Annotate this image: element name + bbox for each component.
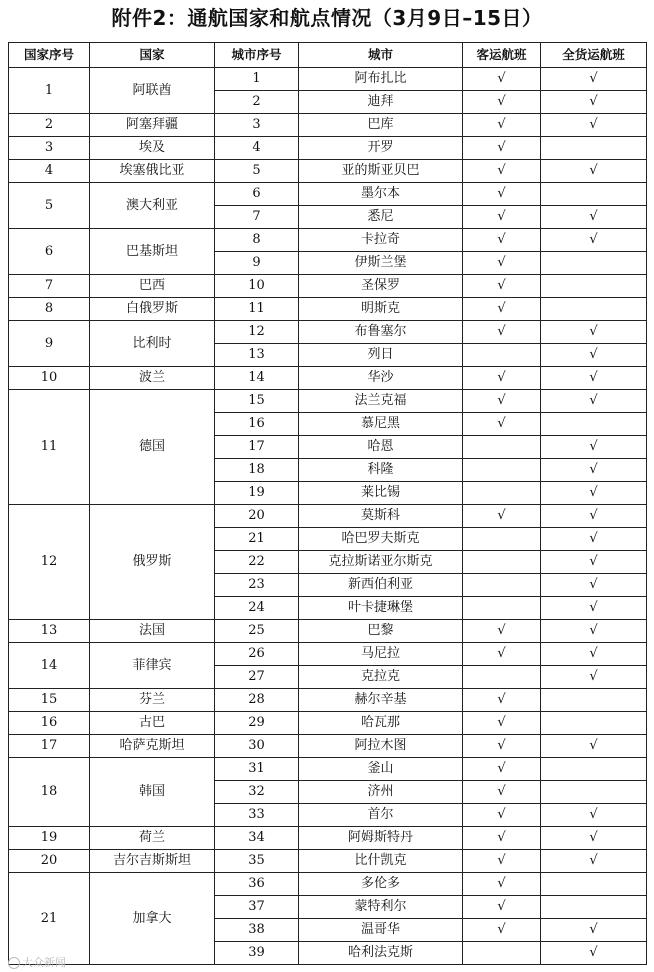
country-number-cell: 3 (9, 137, 90, 160)
header-passenger: 客运航班 (463, 43, 541, 68)
country-number-cell: 2 (9, 114, 90, 137)
city-number-cell: 38 (215, 919, 299, 942)
city-number-cell: 25 (215, 620, 299, 643)
country-name-cell: 阿塞拜疆 (90, 114, 215, 137)
city-number-cell: 28 (215, 689, 299, 712)
table-row (9, 275, 647, 298)
country-number-cell: 19 (9, 827, 90, 850)
country-name-cell: 哈萨克斯坦 (90, 735, 215, 758)
city-name-cell: 温哥华 (299, 919, 463, 942)
city-number-cell: 10 (215, 275, 299, 298)
passenger-flight-cell (463, 528, 541, 551)
route-table (8, 42, 647, 965)
city-name-cell: 法兰克福 (299, 390, 463, 413)
header-country: 国家 (90, 43, 215, 68)
watermark (8, 954, 66, 970)
passenger-flight-cell: √ (463, 206, 541, 229)
city-name-cell: 克拉斯诺亚尔斯克 (299, 551, 463, 574)
cargo-flight-cell: √ (541, 827, 647, 850)
city-number-cell: 15 (215, 390, 299, 413)
country-name-cell: 吉尔吉斯斯坦 (90, 850, 215, 873)
city-number-cell: 31 (215, 758, 299, 781)
passenger-flight-cell: √ (463, 758, 541, 781)
cargo-flight-cell: √ (541, 666, 647, 689)
country-number-cell: 12 (9, 505, 90, 620)
country-name-cell: 韩国 (90, 758, 215, 827)
city-number-cell: 3 (215, 114, 299, 137)
header-city-no: 城市序号 (215, 43, 299, 68)
table-row (9, 183, 647, 206)
passenger-flight-cell: √ (463, 183, 541, 206)
table-row (9, 850, 647, 873)
city-name-cell: 马尼拉 (299, 643, 463, 666)
city-number-cell: 35 (215, 850, 299, 873)
passenger-flight-cell: √ (463, 137, 541, 160)
cargo-flight-cell (541, 758, 647, 781)
country-number-cell: 1 (9, 68, 90, 114)
city-name-cell: 釜山 (299, 758, 463, 781)
table-row (9, 689, 647, 712)
table-row (9, 758, 647, 781)
cargo-flight-cell (541, 252, 647, 275)
passenger-flight-cell: √ (463, 919, 541, 942)
city-name-cell: 亚的斯亚贝巴 (299, 160, 463, 183)
city-number-cell: 22 (215, 551, 299, 574)
country-number-cell: 15 (9, 689, 90, 712)
country-name-cell: 波兰 (90, 367, 215, 390)
passenger-flight-cell: √ (463, 896, 541, 919)
passenger-flight-cell (463, 597, 541, 620)
table-body (9, 68, 647, 965)
city-name-cell: 赫尔辛基 (299, 689, 463, 712)
city-name-cell: 叶卡捷琳堡 (299, 597, 463, 620)
passenger-flight-cell: √ (463, 68, 541, 91)
city-name-cell: 阿姆斯特丹 (299, 827, 463, 850)
city-number-cell: 36 (215, 873, 299, 896)
city-number-cell: 5 (215, 160, 299, 183)
cargo-flight-cell: √ (541, 482, 647, 505)
city-number-cell: 8 (215, 229, 299, 252)
cargo-flight-cell (541, 689, 647, 712)
country-name-cell: 白俄罗斯 (90, 298, 215, 321)
passenger-flight-cell: √ (463, 160, 541, 183)
city-number-cell: 4 (215, 137, 299, 160)
country-name-cell: 古巴 (90, 712, 215, 735)
city-number-cell: 1 (215, 68, 299, 91)
cargo-flight-cell: √ (541, 206, 647, 229)
table-row (9, 321, 647, 344)
passenger-flight-cell: √ (463, 689, 541, 712)
cargo-flight-cell: √ (541, 551, 647, 574)
city-name-cell: 比什凯克 (299, 850, 463, 873)
city-name-cell: 明斯克 (299, 298, 463, 321)
city-name-cell: 巴黎 (299, 620, 463, 643)
city-number-cell: 11 (215, 298, 299, 321)
city-name-cell: 伊斯兰堡 (299, 252, 463, 275)
passenger-flight-cell (463, 551, 541, 574)
city-number-cell: 7 (215, 206, 299, 229)
city-name-cell: 哈利法克斯 (299, 942, 463, 965)
cargo-flight-cell: √ (541, 505, 647, 528)
country-number-cell: 20 (9, 850, 90, 873)
cargo-flight-cell (541, 873, 647, 896)
table-row (9, 873, 647, 896)
city-name-cell: 哈巴罗夫斯克 (299, 528, 463, 551)
header-city: 城市 (299, 43, 463, 68)
country-name-cell: 俄罗斯 (90, 505, 215, 620)
cargo-flight-cell: √ (541, 597, 647, 620)
city-number-cell: 16 (215, 413, 299, 436)
cargo-flight-cell: √ (541, 68, 647, 91)
passenger-flight-cell: √ (463, 873, 541, 896)
country-number-cell: 10 (9, 367, 90, 390)
passenger-flight-cell: √ (463, 229, 541, 252)
city-number-cell: 37 (215, 896, 299, 919)
country-name-cell: 埃及 (90, 137, 215, 160)
cargo-flight-cell: √ (541, 436, 647, 459)
country-name-cell: 阿联酋 (90, 68, 215, 114)
table-row (9, 827, 647, 850)
passenger-flight-cell: √ (463, 367, 541, 390)
cargo-flight-cell: √ (541, 367, 647, 390)
city-name-cell: 新西伯利亚 (299, 574, 463, 597)
cargo-flight-cell: √ (541, 459, 647, 482)
passenger-flight-cell: √ (463, 804, 541, 827)
city-name-cell: 首尔 (299, 804, 463, 827)
city-name-cell: 科隆 (299, 459, 463, 482)
cargo-flight-cell (541, 137, 647, 160)
passenger-flight-cell: √ (463, 114, 541, 137)
city-name-cell: 阿拉木图 (299, 735, 463, 758)
city-name-cell: 济州 (299, 781, 463, 804)
country-number-cell: 4 (9, 160, 90, 183)
city-number-cell: 20 (215, 505, 299, 528)
country-name-cell: 巴基斯坦 (90, 229, 215, 275)
city-name-cell: 悉尼 (299, 206, 463, 229)
passenger-flight-cell: √ (463, 505, 541, 528)
city-name-cell: 卡拉奇 (299, 229, 463, 252)
city-name-cell: 莱比锡 (299, 482, 463, 505)
city-number-cell: 24 (215, 597, 299, 620)
city-number-cell: 17 (215, 436, 299, 459)
passenger-flight-cell: √ (463, 735, 541, 758)
table-row (9, 712, 647, 735)
country-number-cell: 18 (9, 758, 90, 827)
city-number-cell: 12 (215, 321, 299, 344)
city-name-cell: 墨尔本 (299, 183, 463, 206)
cargo-flight-cell: √ (541, 804, 647, 827)
table-row (9, 68, 647, 91)
passenger-flight-cell: √ (463, 413, 541, 436)
city-name-cell: 巴库 (299, 114, 463, 137)
cargo-flight-cell: √ (541, 528, 647, 551)
cargo-flight-cell (541, 781, 647, 804)
cargo-flight-cell (541, 183, 647, 206)
header-country-no: 国家序号 (9, 43, 90, 68)
country-number-cell: 5 (9, 183, 90, 229)
country-name-cell: 埃塞俄比亚 (90, 160, 215, 183)
country-name-cell: 芬兰 (90, 689, 215, 712)
city-name-cell: 哈瓦那 (299, 712, 463, 735)
city-number-cell: 39 (215, 942, 299, 965)
passenger-flight-cell (463, 436, 541, 459)
city-name-cell: 布鲁塞尔 (299, 321, 463, 344)
city-name-cell: 华沙 (299, 367, 463, 390)
table-row (9, 643, 647, 666)
cargo-flight-cell: √ (541, 942, 647, 965)
city-number-cell: 18 (215, 459, 299, 482)
city-name-cell: 莫斯科 (299, 505, 463, 528)
cargo-flight-cell: √ (541, 321, 647, 344)
country-number-cell: 14 (9, 643, 90, 689)
passenger-flight-cell (463, 942, 541, 965)
passenger-flight-cell (463, 574, 541, 597)
city-number-cell: 30 (215, 735, 299, 758)
country-name-cell: 加拿大 (90, 873, 215, 965)
cargo-flight-cell: √ (541, 160, 647, 183)
country-number-cell: 16 (9, 712, 90, 735)
city-number-cell: 14 (215, 367, 299, 390)
country-number-cell: 8 (9, 298, 90, 321)
city-name-cell: 克拉克 (299, 666, 463, 689)
cargo-flight-cell: √ (541, 735, 647, 758)
cargo-flight-cell: √ (541, 91, 647, 114)
table-row (9, 367, 647, 390)
city-name-cell: 阿布扎比 (299, 68, 463, 91)
city-name-cell: 圣保罗 (299, 275, 463, 298)
city-name-cell: 列日 (299, 344, 463, 367)
country-name-cell: 巴西 (90, 275, 215, 298)
city-number-cell: 2 (215, 91, 299, 114)
passenger-flight-cell: √ (463, 850, 541, 873)
cargo-flight-cell: √ (541, 850, 647, 873)
table-row (9, 137, 647, 160)
header-cargo: 全货运航班 (541, 43, 647, 68)
table-row (9, 390, 647, 413)
passenger-flight-cell: √ (463, 781, 541, 804)
city-number-cell: 29 (215, 712, 299, 735)
cargo-flight-cell: √ (541, 574, 647, 597)
country-number-cell: 9 (9, 321, 90, 367)
city-number-cell: 23 (215, 574, 299, 597)
passenger-flight-cell (463, 344, 541, 367)
country-name-cell: 比利时 (90, 321, 215, 367)
city-name-cell: 开罗 (299, 137, 463, 160)
country-name-cell: 法国 (90, 620, 215, 643)
table-row (9, 229, 647, 252)
cargo-flight-cell: √ (541, 114, 647, 137)
passenger-flight-cell: √ (463, 712, 541, 735)
country-name-cell: 荷兰 (90, 827, 215, 850)
cargo-flight-cell: √ (541, 390, 647, 413)
passenger-flight-cell: √ (463, 390, 541, 413)
table-header-row (9, 43, 647, 68)
passenger-flight-cell: √ (463, 827, 541, 850)
city-number-cell: 9 (215, 252, 299, 275)
passenger-flight-cell (463, 482, 541, 505)
country-number-cell: 13 (9, 620, 90, 643)
city-number-cell: 21 (215, 528, 299, 551)
passenger-flight-cell (463, 666, 541, 689)
passenger-flight-cell: √ (463, 321, 541, 344)
cargo-flight-cell: √ (541, 620, 647, 643)
table-row (9, 160, 647, 183)
city-name-cell: 迪拜 (299, 91, 463, 114)
city-name-cell: 蒙特利尔 (299, 896, 463, 919)
cargo-flight-cell (541, 896, 647, 919)
passenger-flight-cell: √ (463, 91, 541, 114)
passenger-flight-cell: √ (463, 275, 541, 298)
city-number-cell: 26 (215, 643, 299, 666)
cargo-flight-cell: √ (541, 229, 647, 252)
page-title: 附件2：通航国家和航点情况（3月9日–15日） (111, 6, 543, 30)
country-name-cell: 澳大利亚 (90, 183, 215, 229)
cargo-flight-cell: √ (541, 643, 647, 666)
city-number-cell: 6 (215, 183, 299, 206)
table-row (9, 620, 647, 643)
country-number-cell: 7 (9, 275, 90, 298)
cargo-flight-cell (541, 275, 647, 298)
table-row (9, 298, 647, 321)
cargo-flight-cell (541, 712, 647, 735)
country-name-cell: 德国 (90, 390, 215, 505)
country-number-cell: 21 (9, 873, 90, 965)
city-number-cell: 34 (215, 827, 299, 850)
city-number-cell: 32 (215, 781, 299, 804)
cargo-flight-cell (541, 298, 647, 321)
passenger-flight-cell: √ (463, 643, 541, 666)
passenger-flight-cell: √ (463, 620, 541, 643)
passenger-flight-cell: √ (463, 298, 541, 321)
passenger-flight-cell: √ (463, 252, 541, 275)
city-name-cell: 慕尼黑 (299, 413, 463, 436)
country-number-cell: 6 (9, 229, 90, 275)
city-number-cell: 19 (215, 482, 299, 505)
cargo-flight-cell (541, 413, 647, 436)
country-number-cell: 17 (9, 735, 90, 758)
watermark-logo-icon (8, 957, 20, 969)
passenger-flight-cell (463, 459, 541, 482)
city-number-cell: 33 (215, 804, 299, 827)
city-number-cell: 27 (215, 666, 299, 689)
table-row (9, 505, 647, 528)
city-name-cell: 多伦多 (299, 873, 463, 896)
watermark-text: 大众新闻 (22, 956, 66, 969)
country-number-cell: 11 (9, 390, 90, 505)
city-number-cell: 13 (215, 344, 299, 367)
country-name-cell: 菲律宾 (90, 643, 215, 689)
city-name-cell: 哈恩 (299, 436, 463, 459)
table-row (9, 114, 647, 137)
table-row (9, 735, 647, 758)
cargo-flight-cell: √ (541, 919, 647, 942)
cargo-flight-cell: √ (541, 344, 647, 367)
